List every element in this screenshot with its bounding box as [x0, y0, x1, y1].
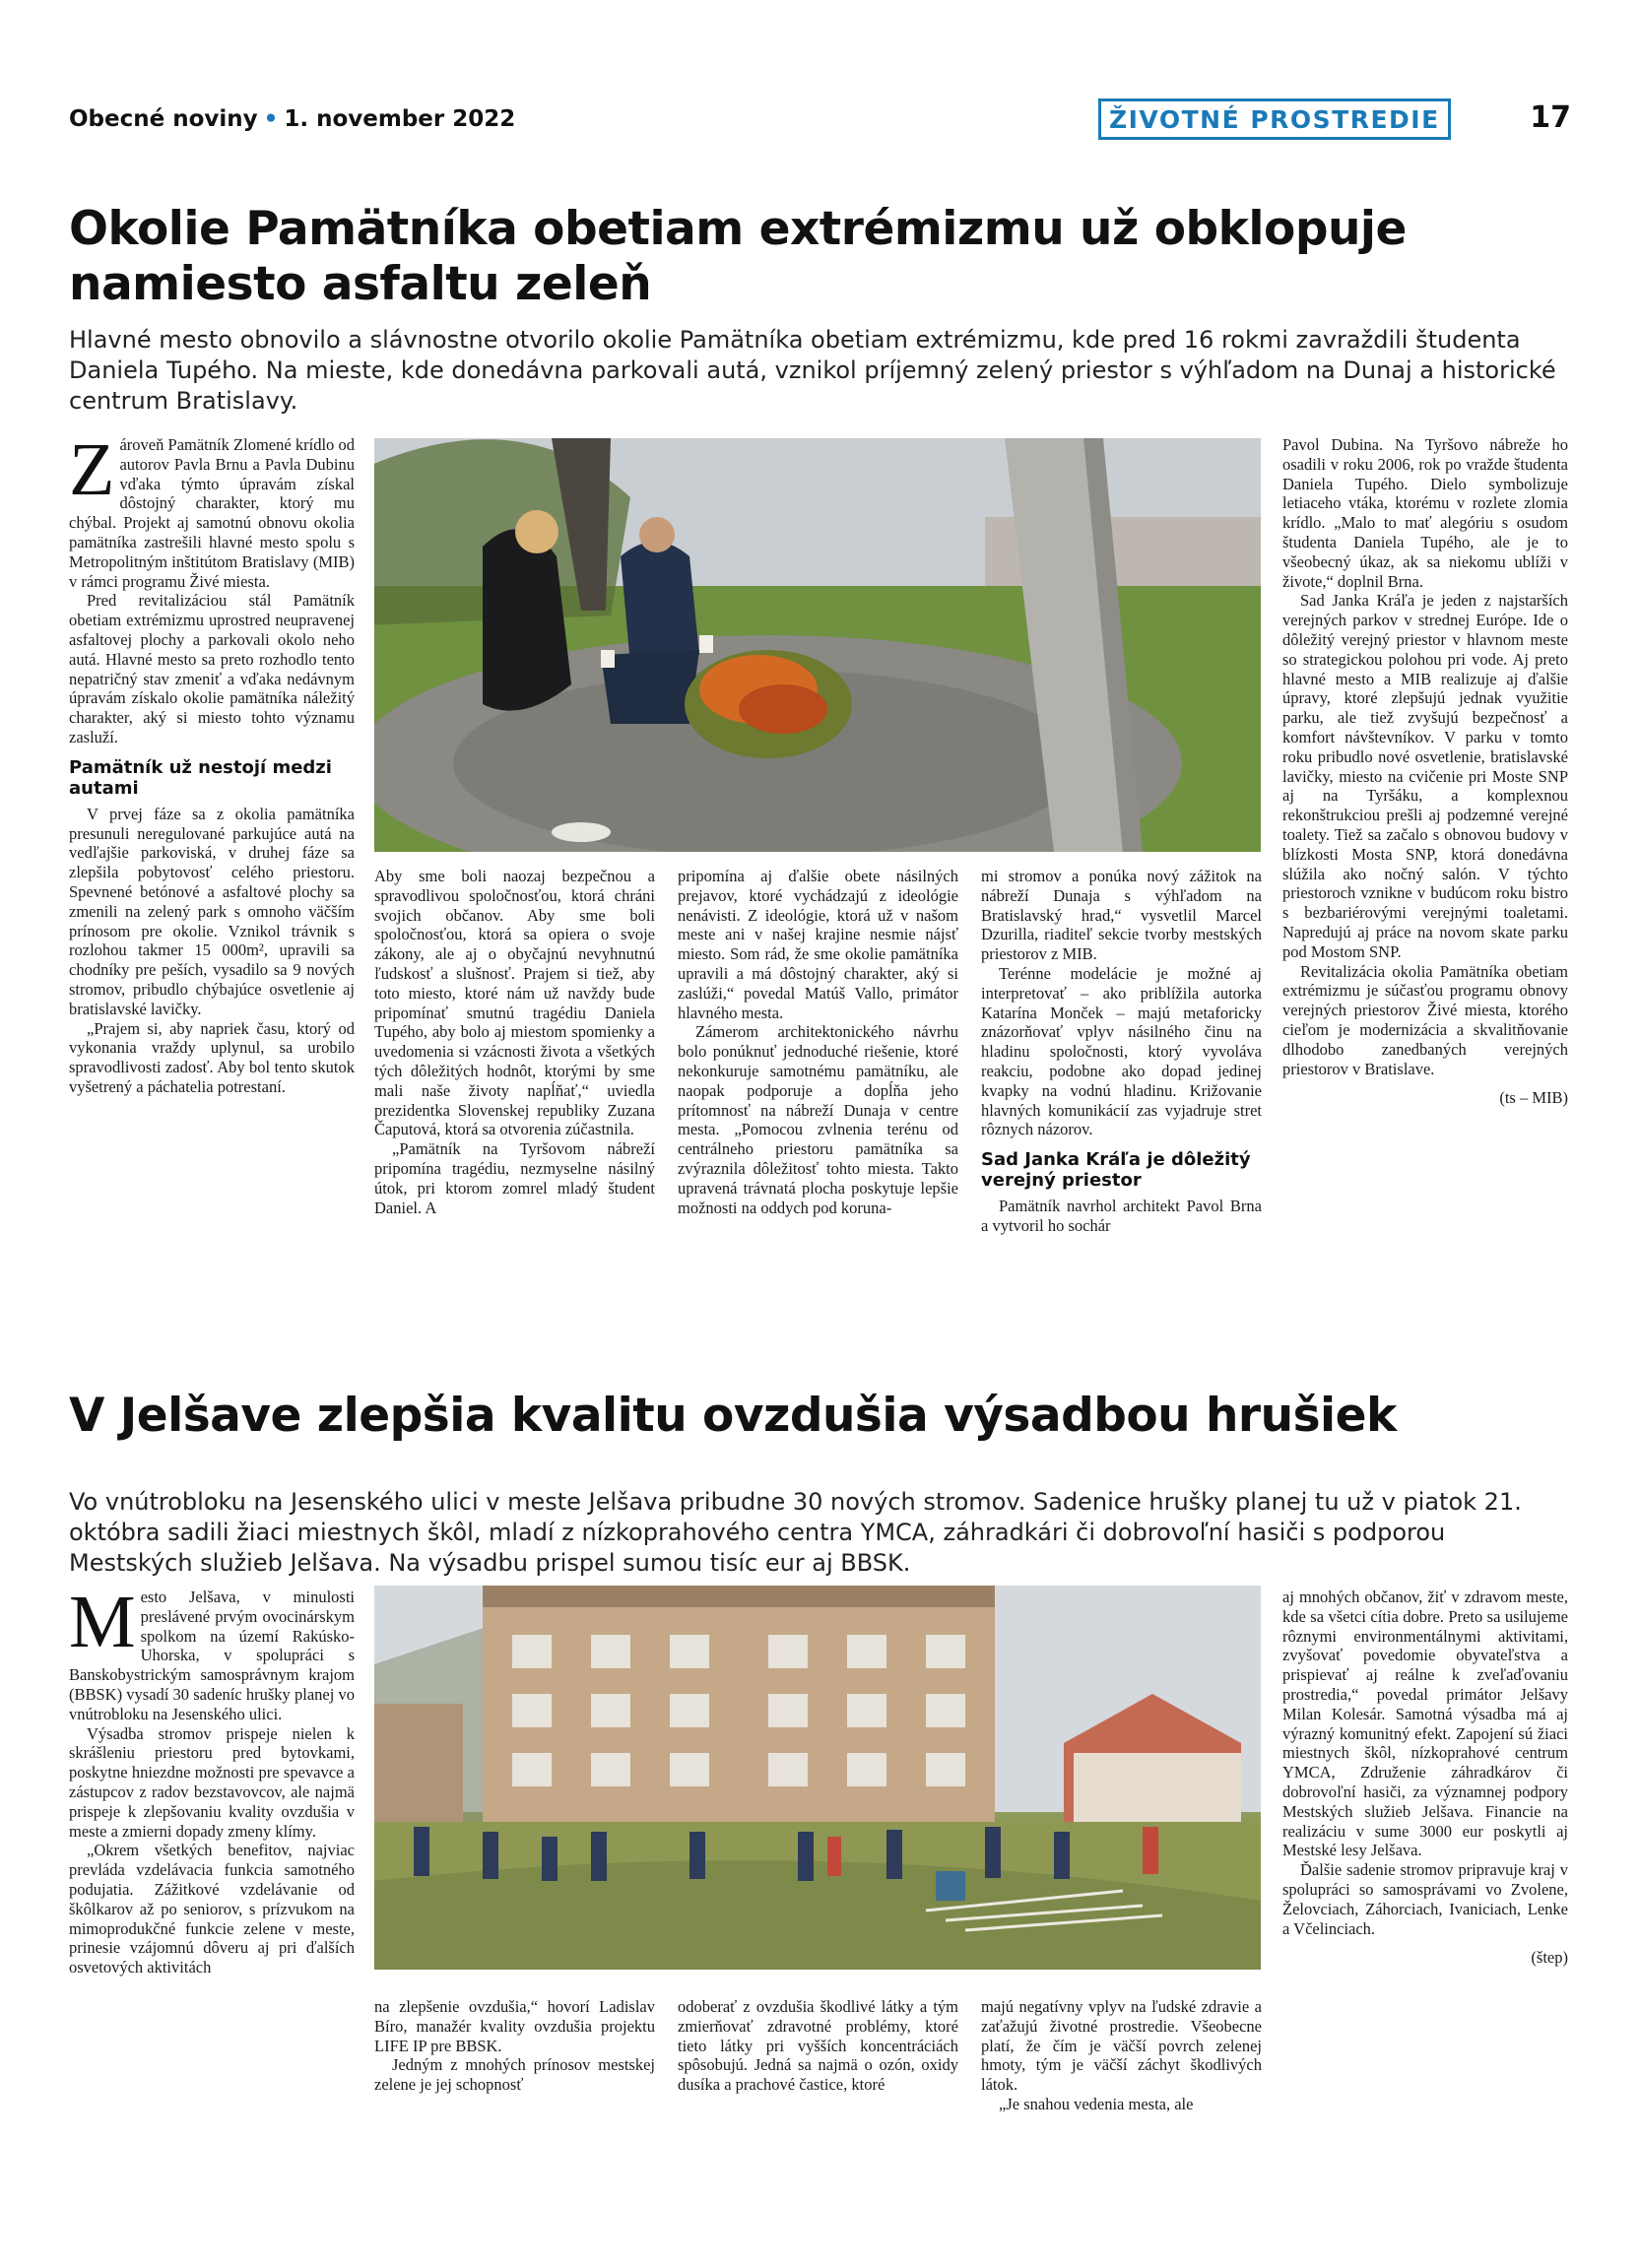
article1-title: Okolie Pamätníka obetiam extrémizmu už obklopuje namiesto asfaltu zeleň [69, 202, 1407, 311]
article2-col5-p1: aj mnohých občanov, žiť v zdravom meste, kde sa všetci cítia dobre. Preto sa usilujeme rôznymi environmentálnymi aktivitami, zvyšovať povedomie obyvateľstva a prispievať aj reálne k zveľaďovaniu prostredia,“ povedal primátor Jelšavy Milan Kolesár. Samotná výsadba má aj výrazný komunitný efekt. Zapojení sú žiaci miestnych škôl, nízkoprahové centrum YMCA, Združenie záhradkárov či dobrovoľní hasiči, za významnej podpory Mestských služieb Jelšava. Financie na realizáciu v sume 3000 eur poskytli aj Mestské lesy Jelšava. [1282, 1588, 1568, 1860]
article2-signature: (štep) [1531, 1948, 1568, 1968]
publication-line [69, 106, 515, 132]
tree-planting-photo [374, 1586, 1261, 1970]
article1-col5-p2: Sad Janka Kráľa je jeden z najstarších verejných parkov v strednej Európe. Ide o dôležitý verejný priestor v hlavnom meste so strategickou polohou pri vode. Aj preto hlavné mesto a MIB realizuje aj ďalšie úpravy, ktoré zlepšujú jednak využitie parku, ale tiež zvyšujú bezpečnosť a komfort návštevníkov. V parku v tomto roku pribudlo nové osvetlenie, bratislavské lavičky, miesto na cvičenie pri Moste SNP aj na Tyršáku, a komplexnou rekonštrukciou prešli aj podzemné verejné toalety. Tiež sa začalo s obnovou budovy v blízkosti Mosta SNP, ktorá donedávna slúžila ako nočný salón. V týchto priestoroch vznikne v budúcom roku bistro s bezbariérovými verejnými toaletami. Napredujú aj práce na novom skate parku pod Mostom SNP. [1282, 591, 1568, 961]
article2-title: V Jelšave zlepšia kvalitu ovzdušia výsadbou hrušiek [69, 1389, 1397, 1443]
memorial-photo [374, 438, 1261, 852]
article2-column-3 [678, 1997, 958, 2095]
article2-column-2 [374, 1997, 655, 2095]
separator-dot: • [263, 106, 279, 132]
article1-col5-p1: Pavol Dubina. Na Tyršovo nábreže ho osadili v roku 2006, rok po vražde študenta Daniela Tupého. Dielo symbolizuje letiaceho vtáka, ktorému v rozlete zlomia krídlo. „Malo to mať alegóriu s osudom študenta Daniela Tupého, ale je to všeobecný úkaz, ak sa niekomu ublíži v živote,“ doplnil Brna. [1282, 435, 1568, 591]
article2-column-5 [1282, 1588, 1568, 1968]
article1-col4-p2: Terénne modelácie je možné aj interpretovať – ako priblížila autorka Katarína Monček – majú metaforicky znázorňovať vplyv násilného činu na hladinu spoločnosti, ktorý vyvoláva reakciu, podobne ako dopad jedinej kvapky na vodnú hladinu. Križovanie hlavných komunikácií zas vyjadruje stret rôznych názorov. [981, 963, 1262, 1139]
article1-col4-p3: Pamätník navrhol architekt Pavol Brna a vytvoril ho sochár [981, 1197, 1262, 1235]
article1-col1-p3: V prvej fáze sa z okolia pamätníka presunuli neregulované parkujúce autá na vedľajšie parkoviská, v druhej fáze sa zlepšila pobytovosť celého priestoru. Spevnené betónové a asfaltové plochy sa zmenili na zelený park s omnoho väčším prínosom pre okolie. Vznikol trávnik s rozlohou takmer 15 000m², upravili sa chodníky pre peších, vysadilo sa 9 nových stromov, pribudlo chýbajúce osvetlenie aj bratislavské lavičky. [69, 804, 355, 1018]
article2-lead: Vo vnútrobloku na Jesenského ulici v meste Jelšava pribudne 30 nových stromov. Sadenice hrušky planej tu už v piatok 21. októbra sadili žiaci miestnych škôl, mladí z nízkoprahového centra YMCA, záhradkári či dobrovoľní hasiči s podporou Mestských služieb Jelšava. Na výsadbu prispel sumou tisíc eur aj BBSK. [69, 1488, 1522, 1577]
article1-dropcap: Z [69, 428, 115, 511]
tree-planting-photo-illustration [374, 1586, 1261, 1970]
article1-col1-p1: ároveň Pamätník Zlomené krídlo od autorov Pavla Brnu a Pavla Dubinu vďaka týmto úpravám získal dôstojný charakter, ktorý mu chýbal. Projekt aj samotnú obnovu okolia pamätníka zastrešili hlavné mesto spolu s Metropolitným inštitútom Bratislavy (MIB) v rámci programu Živé miesta. [69, 435, 355, 591]
article2-column-1 [69, 1581, 355, 1977]
article1-column-1 [69, 428, 355, 1097]
article1-column-3 [678, 867, 958, 1217]
article2-col5-p2: Ďalšie sadenie stromov pripravuje kraj v spolupráci so samosprávami vo Zvolene, Želovciach, Záhorciach, Ivaniciach, Lenke a Včelinciach. [1282, 1860, 1568, 1938]
article2-col1-p2: Výsadba stromov prispeje nielen k skrášleniu priestoru pred bytovkami, poskytne hniezdne možnosti pre spevavce a zástupcov z radov bezstavovcov, ale najmä prispeje k zlepšovaniu kvality ovzdušia v meste a zmierni dopady zmeny klímy. [69, 1723, 355, 1841]
article2-col1-p1: esto Jelšava, v minulosti preslávené prvým ovocinárskym spolkom na území Rakúsko-Uhorska, v spolupráci s Banskobystrickým samosprávnym krajom (BBSK) vysadí 30 sadeníc hrušky planej vo vnútrobloku na Jesenského ulici. [69, 1588, 355, 1723]
article2-column-4 [981, 1997, 1262, 2114]
article2-col3-p1: odoberať z ovzdušia škodlivé látky a tým zmierňovať zdravotné problémy, ktoré tieto látky pri vyšších koncentráciách spôsobujú. Jedná sa najmä o ozón, oxidy dusíka a prachové častice, ktoré [678, 1997, 958, 2095]
article1-column-4 [981, 867, 1262, 1236]
article1-col2-p2: „Pamätník na Tyršovom nábreží pripomína tragédiu, nezmyselne násilný útok, pri ktorom zomrel mladý študent Daniel. A [374, 1139, 655, 1217]
article2-col2-p2: Jedným z mnohých prínosov mestskej zelene je jej schopnosť [374, 2055, 655, 2095]
article1-lead: Hlavné mesto obnovilo a slávnostne otvorilo okolie Pamätníka obetiam extrémizmu, kde pred 16 rokmi zavraždili študenta Daniela Tupého. Na mieste, kde donedávna parkovali autá, vznikol príjemný zelený priestor s výhľadom na Dunaj a historické centrum Bratislavy. [69, 326, 1556, 415]
article1-column-5 [1282, 435, 1568, 1108]
article2-dropcap: M [69, 1581, 136, 1663]
memorial-photo-illustration [374, 438, 1261, 852]
article1-col2-p1: Aby sme boli naozaj bezpečnou a spravodlivou spoločnosťou, ktorá chráni svojich občanov. Aby sme boli spoločnosťou, ktorá sa opiera o svoje zákony, ale aj o obyčajnú nevyhnutnú ľudskosť a slušnosť. Prajem si tiež, aby toto miesto, ktoré nám už navždy bude pripomínať smutnú tragédiu Daniela Tupého, aby bolo aj miestom spomienky a uvedomenia si vzácnosti života a všetkých tých dôležitých hodnôt, ktorými by sme mali naše životy napĺňať,“ uviedla prezidentka Slovenskej republiky Zuzana Čaputová, ktorá sa otvorenia zúčastnila. [374, 867, 655, 1139]
article1-col4-p1: mi stromov a ponúka nový zážitok na nábreží Dunaja s výhľadom na Bratislavský hrad,“ vysvetlil Marcel Dzurilla, riaditeľ sekcie tvorby mestských priestorov z MIB. [981, 867, 1262, 964]
article1-col5-p3: Revitalizácia okolia Pamätníka obetiam extrémizmu je súčasťou programu obnovy verejných priestorov Živé miesta, ktorého cieľom je modernizácia a skvalitňovanie dlhodobo zanedbaných verejných priestorov v Bratislave. [1282, 961, 1568, 1078]
article2-col2-p1: na zlepšenie ovzdušia,“ hovorí Ladislav Bíro, manažér kvality ovzdušia projektu LIFE IP pre BBSK. [374, 1997, 655, 2055]
article2-col1-p3: „Okrem všetkých benefitov, najviac prevláda vzdelávacia funkcia samotného podujatia. Zážitkové vzdelávanie od škôlkarov až po seniorov, s prízvukom na mimoprodukčné funkcie zelene v meste, prinesie vzájomnú dôveru aj pri ďalších osvetových aktivitách [69, 1841, 355, 1977]
issue-date: 1. november 2022 [284, 106, 516, 132]
article1-column-2 [374, 867, 655, 1217]
page-number: 17 [1530, 100, 1571, 135]
publication-name: Obecné noviny [69, 106, 258, 132]
section-label: ŽIVOTNÉ PROSTREDIE [1098, 98, 1451, 140]
article1-col1-p2: Pred revitalizáciou stál Pamätník obetiam extrémizmu uprostred neupravenej asfaltovej plochy a parkovali okolo neho autá. Hlavné mesto sa preto rozhodlo tento nepatričný stav zmeniť a vďaka nedávnym úpravám získalo okolie pamätníka náležitý charakter, aký si miesto tohto významu zasluží. [69, 591, 355, 746]
article1-col3-p1: pripomína aj ďalšie obete násilných prejavov, ktoré vychádzajú z ideológie nenávisti. Z ideológie, ktorá už v našom meste ani v našej krajine nesmie nájsť miesto. Som rád, že sme okolie pamätníka upravili a má dôstojný charakter, aký si zaslúži,“ povedal Matúš Vallo, primátor hlavného mesta. [678, 867, 958, 1022]
article2-col4-p2: „Je snahou vedenia mesta, ale [999, 2094, 1194, 2113]
article1-col1-p4: „Prajem si, aby napriek času, ktorý od vykonania vraždy uplynul, sa urobilo spravodlivosti zadosť. Aby bol tento skutok vyšetrený a páchatelia potrestaní. [69, 1018, 355, 1096]
article1-subheading-1: Pamätník už nestojí medzi autami [69, 756, 332, 799]
article1-subheading-2: Sad Janka Kráľa je dôležitý verejný priestor [981, 1149, 1251, 1192]
page-header [69, 98, 1571, 144]
article2-col4-p1: majú negatívny vplyv na ľudské zdravie a zaťažujú životné prostredie. Všeobecne platí, že čím je väčší povrch zelenej hmoty, tým je väčší záchyt škodlivých látok. [981, 1997, 1262, 2095]
article1-signature: (ts – MIB) [1499, 1088, 1568, 1108]
article1-col3-p2: Zámerom architektonického návrhu bolo ponúknuť jednoduché riešenie, ktoré nekonkuruje samotnému pamätníku, ale naopak podporuje a dopĺňa jeho prítomnosť na nábreží Dunaja v centre mesta. „Pomocou zvlnenia terénu od centrálneho priestoru pamätníka sa zvýraznila dôležitosť tohto miesta. Takto upravená trávnatá plocha poskytuje lepšie možnosti na oddych pod koruna- [678, 1022, 958, 1217]
